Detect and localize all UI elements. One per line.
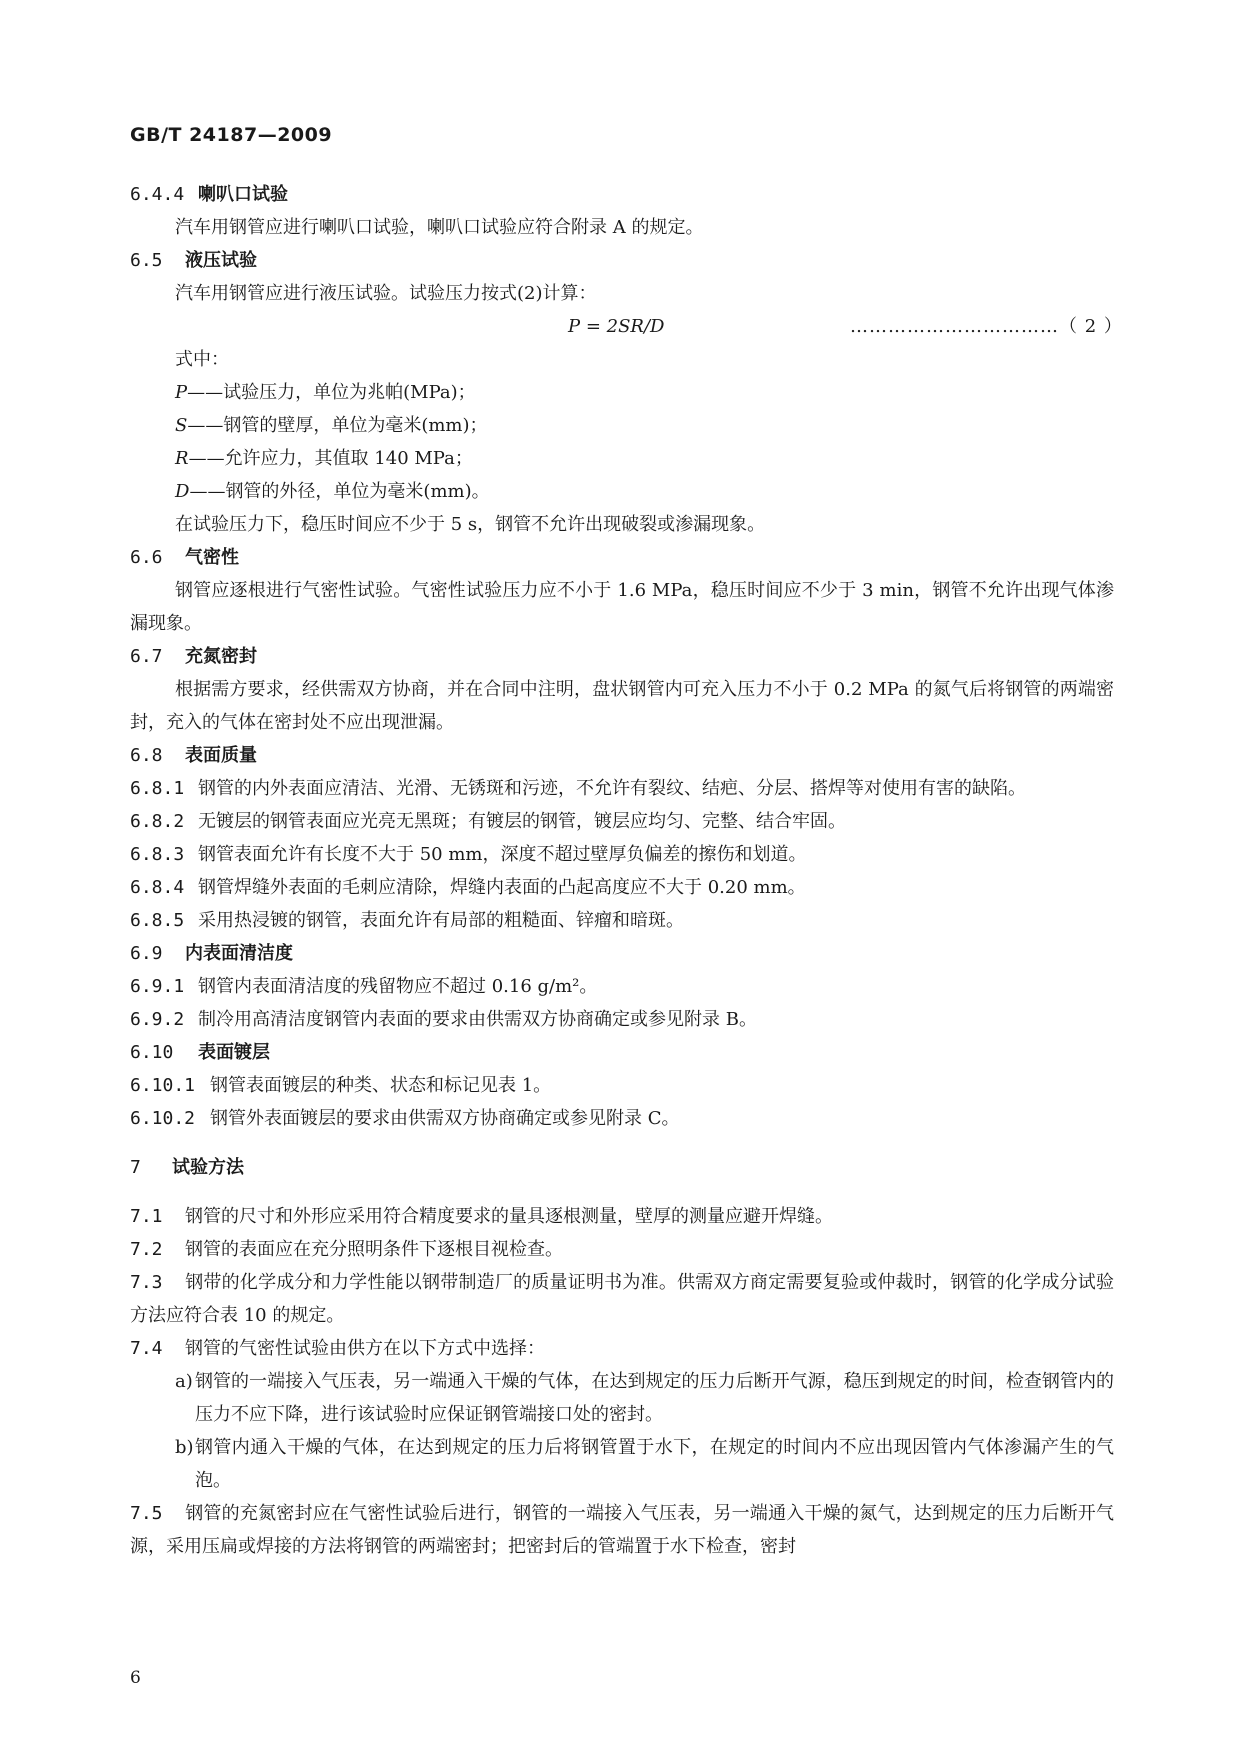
list-item-a: a) 钢管的一端接入气压表，另一端通入干燥的气体，在达到规定的压力后断开气源，稳压到规定的时间，检查钢管内的压力不应下降，进行该试验时应保证钢管端接口处的密封。 — [175, 1371, 1114, 1425]
section-title: 表面质量 — [185, 745, 257, 766]
clause-6-10-1: 6.10.1 钢管表面镀层的种类、状态和标记见表 1。 — [130, 1075, 552, 1096]
variable-definition-s: S——钢管的壁厚，单位为毫米(mm)； — [175, 415, 488, 436]
section-heading-6-6 — [130, 541, 1114, 574]
section-title: 气密性 — [185, 547, 239, 568]
clause-6-8-4: 6.8.4 钢管焊缝外表面的毛刺应清除，焊缝内表面的凸起高度应不大于 0.20 mm。 — [130, 877, 806, 898]
section-heading-6-9 — [130, 937, 1114, 970]
section-heading-6-4-4 — [130, 178, 1114, 211]
clause-7-3: 7.3 钢带的化学成分和力学性能以钢带制造厂的质量证明书为准。供需双方商定需要复验或仲裁时，钢管的化学成分试验方法应符合表 10 的规定。 — [130, 1272, 1114, 1326]
section-title: 内表面清洁度 — [185, 943, 293, 964]
section-number: 6.8 — [130, 745, 163, 766]
section-title: 表面镀层 — [198, 1042, 270, 1063]
list-item-b: b) 钢管内通入干燥的气体，在达到规定的压力后将钢管置于水下，在规定的时间内不应出现因管内气体渗漏产生的气泡。 — [175, 1437, 1114, 1491]
where-label: 式中： — [175, 349, 229, 370]
chapter-title: 试验方法 — [172, 1157, 244, 1178]
variable-definition-r: R——允许应力，其值取 140 MPa； — [175, 448, 473, 469]
clause-6-9-1: 6.9.1 钢管内表面清洁度的残留物应不超过 0.16 g/m²。 — [130, 976, 598, 997]
variable-definition-p: P——试验压力，单位为兆帕(MPa)； — [175, 382, 476, 403]
clause-7-5: 7.5 钢管的充氮密封应在气密性试验后进行，钢管的一端接入气压表，另一端通入干燥的氮气，达到规定的压力后断开气源，采用压扁或焊接的方法将钢管的两端密封；把密封后的管端置于水下检查，密封 — [130, 1503, 1114, 1557]
section-heading-6-5 — [130, 244, 1114, 277]
chapter-number: 7 — [130, 1157, 141, 1178]
variable-definition-d: D——钢管的外径，单位为毫米(mm)。 — [175, 481, 490, 502]
section-title: 液压试验 — [185, 250, 257, 271]
equation-number: ……………………………（ 2 ） — [850, 316, 1123, 337]
section-heading-6-10 — [130, 1036, 1114, 1069]
section-number: 6.6 — [130, 547, 163, 568]
standard-code-header: GB/T 24187—2009 — [130, 124, 333, 146]
clause-6-8-2: 6.8.2 无镀层的钢管表面应光亮无黑斑；有镀层的钢管，镀层应均匀、完整、结合牢固。 — [130, 811, 846, 832]
clause-7-4: 7.4 钢管的气密性试验由供方在以下方式中选择： — [130, 1338, 545, 1359]
clause-7-2: 7.2 钢管的表面应在充分照明条件下逐根目视检查。 — [130, 1239, 563, 1260]
paragraph: 汽车用钢管应进行喇叭口试验，喇叭口试验应符合附录 A 的规定。 — [175, 217, 704, 238]
clause-7-1: 7.1 钢管的尺寸和外形应采用符合精度要求的量具逐根测量，壁厚的测量应避开焊缝。 — [130, 1206, 833, 1227]
formula-row — [130, 310, 1123, 343]
section-number: 6.7 — [130, 646, 163, 667]
clause-6-8-1: 6.8.1 钢管的内外表面应清洁、光滑、无锈斑和污迹，不允许有裂纹、结疤、分层、搭焊等对使用有害的缺陷。 — [130, 778, 1026, 799]
section-number: 6.10 — [130, 1042, 174, 1063]
section-title: 充氮密封 — [185, 646, 257, 667]
clause-6-9-2: 6.9.2 制冷用高清洁度钢管内表面的要求由供需双方协商确定或参见附录 B。 — [130, 1009, 757, 1030]
clause-6-8-3: 6.8.3 钢管表面允许有长度不大于 50 mm，深度不超过壁厚负偏差的擦伤和划道。 — [130, 844, 807, 865]
paragraph: 汽车用钢管应进行液压试验。试验压力按式(2)计算： — [175, 283, 597, 304]
section-number: 6.5 — [130, 250, 163, 271]
chapter-heading-7 — [130, 1151, 1114, 1184]
page-number: 6 — [130, 1668, 141, 1688]
clause-6-10-2: 6.10.2 钢管外表面镀层的要求由供需双方协商确定或参见附录 C。 — [130, 1108, 680, 1129]
section-heading-6-8 — [130, 739, 1114, 772]
paragraph: 根据需方要求，经供需双方协商，并在合同中注明，盘状钢管内可充入压力不小于 0.2 MPa 的氮气后将钢管的两端密封，充入的气体在密封处不应出现泄漏。 — [130, 679, 1114, 733]
clause-6-8-5: 6.8.5 采用热浸镀的钢管，表面允许有局部的粗糙面、锌瘤和暗斑。 — [130, 910, 684, 931]
paragraph: 钢管应逐根进行气密性试验。气密性试验压力应不小于 1.6 MPa，稳压时间应不少于 3 min，钢管不允许出现气体渗漏现象。 — [130, 580, 1114, 634]
document-body — [130, 178, 1123, 1563]
section-title: 喇叭口试验 — [198, 184, 288, 205]
section-number: 6.4.4 — [130, 184, 185, 205]
formula: P = 2SR/D — [568, 316, 665, 337]
section-heading-6-7 — [130, 640, 1114, 673]
paragraph: 在试验压力下，稳压时间应不少于 5 s，钢管不允许出现破裂或渗漏现象。 — [175, 514, 766, 535]
section-number: 6.9 — [130, 943, 163, 964]
